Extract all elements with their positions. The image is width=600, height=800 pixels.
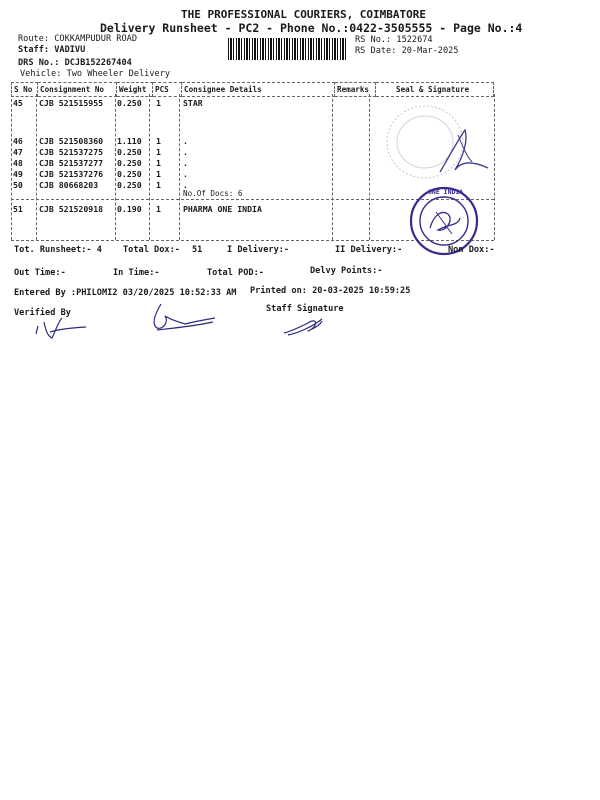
total-dox-label: Total Dox:- (123, 245, 180, 255)
grid-line (36, 94, 37, 240)
total-pod: Total POD:- (207, 268, 264, 278)
row-consignment: CJB 521508360 (39, 136, 104, 146)
row-pcs: 1 (156, 169, 161, 179)
grid-line (11, 94, 12, 240)
row-details: PHARMA ONE INDIA (183, 204, 262, 214)
row-sno: 45 (13, 98, 23, 108)
ii-delivery: II Delivery:- (335, 245, 403, 255)
row-pcs: 1 (156, 147, 161, 157)
barcode (228, 38, 348, 60)
col-details: Consignee Details (182, 83, 335, 97)
i-delivery: I Delivery:- (227, 245, 290, 255)
col-pcs: PCS (153, 83, 182, 97)
row-sno: 49 (13, 169, 23, 179)
second-signature (145, 300, 220, 339)
row-weight: 0.190 (117, 204, 142, 214)
row-pcs: 1 (156, 98, 161, 108)
row-consignment: CJB 521537275 (39, 147, 104, 157)
row-sno: 50 (13, 180, 23, 190)
col-consignment: Consignment No (38, 83, 117, 97)
col-sno: S No (12, 83, 38, 97)
row-weight: 0.250 (117, 169, 142, 179)
in-time: In Time:- (113, 268, 160, 278)
row-details: . (183, 158, 188, 168)
vehicle-label: Vehicle: Two Wheeler Delivery (20, 69, 171, 79)
verified-by-label: Verified By (14, 308, 71, 318)
no-of-docs: No.Of Docs: 6 (183, 189, 243, 198)
staff-signature (278, 313, 328, 342)
row-details: STAR (183, 98, 203, 108)
entered-by: Entered By :PHILOMI2 03/20/2025 10:52:33 AM (14, 288, 237, 298)
grid-line (149, 94, 150, 240)
row-sno: 46 (13, 136, 23, 146)
col-weight: Weight (117, 83, 153, 97)
delvy-points: Delvy Points:- (310, 266, 383, 276)
row-details: . (183, 169, 188, 179)
out-time: Out Time:- (14, 268, 66, 278)
row-sno: 51 (13, 204, 23, 214)
row-weight: 0.250 (117, 98, 142, 108)
row-consignment: CJB 80668203 (39, 180, 99, 190)
route-label: Route: COKKAMPUDUR ROAD (18, 34, 137, 44)
company-name: THE PROFESSIONAL COURIERS, COIMBATORE (181, 8, 427, 21)
grid-line (332, 94, 333, 240)
row-pcs: 1 (156, 136, 161, 146)
col-remarks: Remarks (335, 83, 376, 97)
row-weight: 1.110 (117, 136, 142, 146)
runsheet-table-header (11, 82, 494, 97)
row-sno: 48 (13, 158, 23, 168)
verifier-signature (28, 312, 93, 346)
row-weight: 0.250 (117, 180, 142, 190)
grid-line (115, 94, 116, 240)
staff-signature-label: Staff Signature (266, 304, 344, 314)
drs-number: DRS No.: DCJB152267404 (18, 58, 132, 68)
row-details: . (183, 147, 188, 157)
row-details: . (183, 180, 188, 190)
total-dox-value: 51 (192, 245, 203, 255)
row-consignment: CJB 521537276 (39, 169, 104, 179)
row-consignment: CJB 521520918 (39, 204, 104, 214)
non-dox: Non Dox:- (448, 245, 495, 255)
staff-label: Staff: VADIVU (18, 45, 86, 55)
row-pcs: 1 (156, 158, 161, 168)
rs-date: RS Date: 20-Mar-2025 (355, 46, 459, 56)
row-details: . (183, 136, 188, 146)
row-weight: 0.250 (117, 158, 142, 168)
row-pcs: 1 (156, 204, 161, 214)
row-consignment: CJB 521537277 (39, 158, 104, 168)
grid-line (369, 94, 370, 240)
row-pcs: 1 (156, 180, 161, 190)
printed-on: Printed on: 20-03-2025 10:59:25 (250, 286, 411, 296)
rs-number: RS No.: 1522674 (355, 35, 433, 45)
total-runsheet: Tot. Runsheet:- 4 (14, 245, 102, 255)
row-consignment: CJB 521515955 (39, 98, 104, 108)
stamp-text: ONE INDIA (428, 188, 464, 196)
row-sno: 47 (13, 147, 23, 157)
runsheet-title: Delivery Runsheet - PC2 - Phone No.:0422-3505555 - Page No.:4 (100, 21, 523, 35)
faint-seal-stamp (380, 100, 495, 189)
col-seal: Seal & Signature (376, 83, 494, 97)
grid-line (179, 94, 180, 240)
row-weight: 0.250 (117, 147, 142, 157)
